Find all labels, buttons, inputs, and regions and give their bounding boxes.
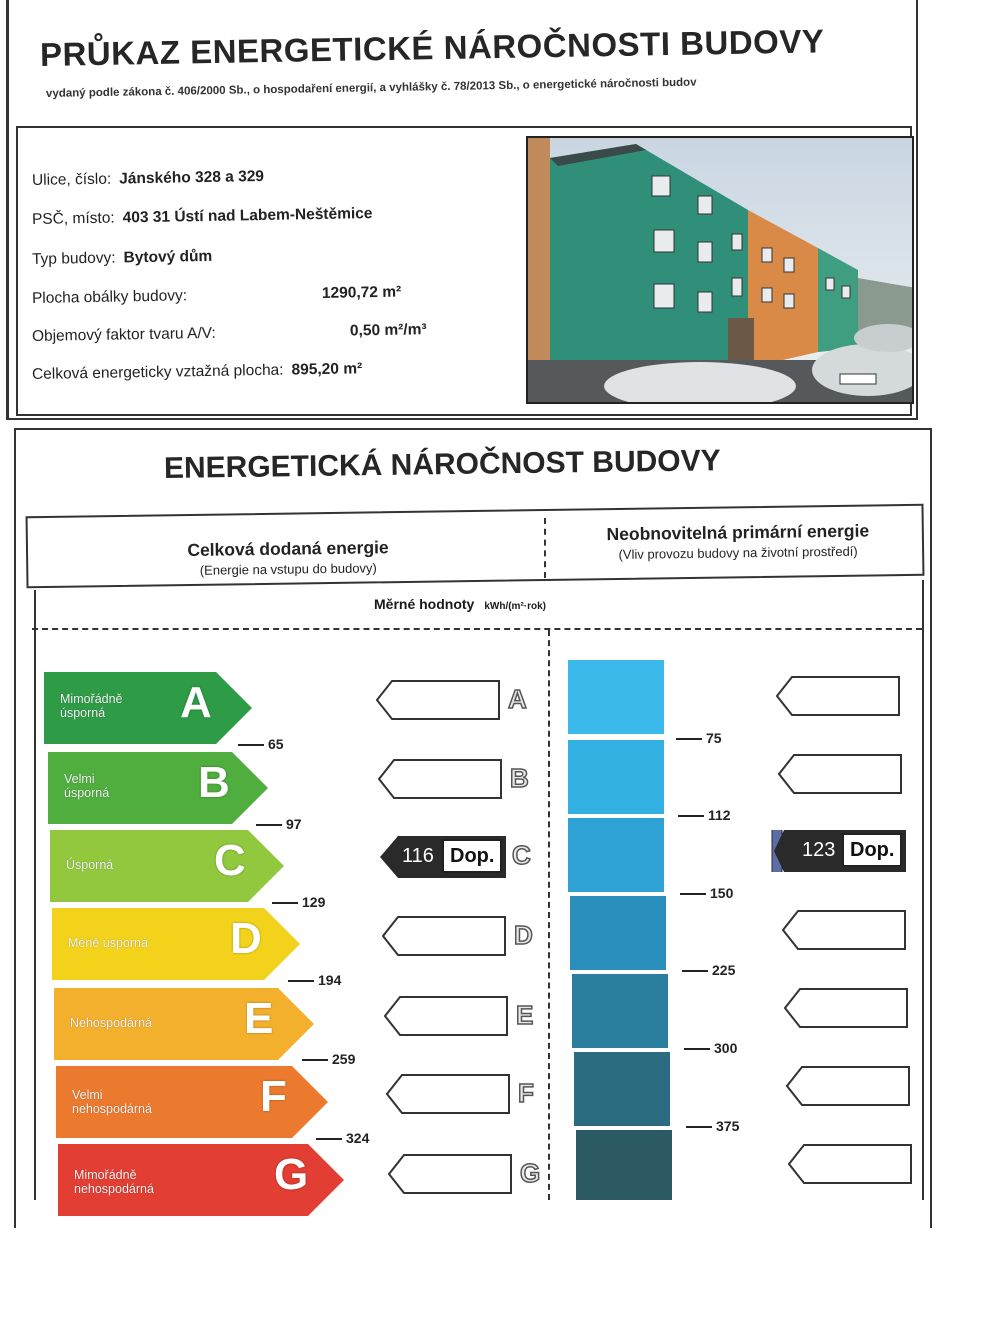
primary-segment-2 [568, 740, 664, 814]
left-box-b-shape [378, 759, 502, 799]
class-limit-c: 129 [272, 894, 325, 910]
right-subheading: (Vliv provozu budovy na životní prostředí) [618, 543, 858, 562]
units-label: Měrné hodnoty [374, 596, 475, 612]
street-label: Ulice, číslo: [31, 170, 112, 189]
class-d-desc-line1: Méně úsporná [68, 936, 148, 950]
class-c-desc-line1: Úsporná [66, 858, 114, 872]
right-box-5-shape [784, 988, 908, 1028]
section-title: ENERGETICKÁ NÁROČNOST BUDOVY [163, 444, 721, 485]
right-marker-tag: Dop. [842, 833, 902, 867]
class-arrow-f [56, 1066, 330, 1138]
left-letter-e: E [516, 1000, 534, 1030]
class-arrow-a [44, 672, 254, 744]
right-box-1 [776, 676, 900, 716]
right-box-1-shape [776, 676, 900, 716]
area-value: 895,20 m² [291, 360, 363, 379]
left-box-b [378, 759, 502, 799]
left-letter-a: A [508, 684, 527, 714]
city-label: PSČ, místo: [31, 209, 115, 228]
primary-limit-3: 150 [680, 885, 733, 901]
class-c-desc [66, 858, 113, 872]
page-title: PRŮKAZ ENERGETICKÉ NÁROČNOSTI BUDOVY [39, 22, 825, 73]
class-arrow-e [54, 988, 316, 1060]
primary-segment-3 [568, 818, 664, 892]
left-box-a-shape [376, 680, 500, 720]
left-column-header [138, 537, 439, 579]
left-heading: Celková dodaná energie [187, 537, 389, 561]
primary-segment-5 [572, 974, 668, 1048]
class-e-desc [70, 1016, 152, 1030]
class-a-desc-line1: Mimořádně [60, 692, 123, 706]
left-letter-g: G [520, 1158, 541, 1188]
left-subheading: (Energie na vstupu do budovy) [199, 560, 377, 578]
left-box-e-shape [384, 996, 508, 1036]
left-box-f-shape [386, 1074, 510, 1114]
primary-limit-4: 225 [682, 962, 735, 978]
left-letter-d: D [514, 920, 533, 950]
class-limit-d: 194 [288, 972, 341, 988]
primary-limit-2: 112 [678, 807, 731, 823]
primary-segment-7 [576, 1130, 672, 1200]
class-b-desc-line1: Velmi [64, 772, 95, 786]
right-box-6-shape [786, 1066, 910, 1106]
right-box-7 [788, 1144, 912, 1184]
units-value: kWh/(m²·rok) [484, 601, 547, 612]
left-box-d-shape [382, 916, 506, 956]
class-f-letter: F [260, 1072, 287, 1121]
building-photo [526, 136, 914, 404]
class-d-desc [68, 936, 148, 950]
primary-limit-5: 300 [684, 1040, 737, 1056]
class-e-desc-line1: Nehospodárná [70, 1016, 153, 1030]
primary-limit-6: 375 [686, 1118, 739, 1134]
class-f-desc [72, 1088, 152, 1116]
class-b-desc [64, 772, 109, 800]
class-a-desc-line2: úsporná [60, 706, 106, 720]
columns-header [26, 504, 925, 589]
right-box-7-shape [788, 1144, 912, 1184]
right-box-2-shape [778, 754, 902, 794]
class-e-letter: E [244, 994, 274, 1043]
left-box-e [384, 996, 508, 1036]
right-box-6 [786, 1066, 910, 1106]
left-box-d [382, 916, 506, 956]
primary-segment-1 [568, 660, 664, 734]
left-letter-c: C [512, 840, 531, 870]
columns-divider [548, 630, 550, 1200]
units-text [374, 596, 546, 612]
class-a-desc [60, 692, 123, 720]
right-marker-value: 123 [802, 839, 836, 861]
class-a-letter: A [180, 678, 212, 727]
city-value: 403 31 Ústí nad Labem-Neštěmice [122, 205, 373, 227]
class-arrow-b [48, 752, 270, 824]
class-b-letter: B [198, 758, 230, 807]
left-value-marker [380, 836, 506, 878]
left-box-f [386, 1074, 510, 1114]
left-box-a [376, 680, 500, 720]
class-c-letter: C [214, 836, 246, 885]
class-f-desc-line1: Velmi [72, 1088, 103, 1102]
right-column-header [568, 520, 908, 563]
primary-segment-6 [574, 1052, 670, 1126]
class-g-desc [74, 1168, 154, 1196]
right-box-4 [782, 910, 906, 950]
right-border [922, 580, 924, 1200]
class-g-letter: G [274, 1150, 309, 1199]
building-photo-image [528, 138, 914, 404]
envelope-label: Plocha obálky budovy: [31, 287, 188, 307]
class-arrow-c [50, 830, 286, 902]
class-g-desc-line1: Mimořádně [74, 1168, 137, 1182]
class-d-letter: D [230, 914, 262, 963]
class-g-desc-line2: nehospodárná [74, 1182, 154, 1196]
class-limit-a: 65 [238, 736, 284, 752]
left-box-g [388, 1154, 512, 1194]
envelope-value: 1290,72 m² [321, 283, 402, 302]
left-letter-b: B [510, 763, 529, 793]
right-value-marker [770, 830, 906, 872]
type-value: Bytový dům [123, 247, 213, 267]
right-box-5 [784, 988, 908, 1028]
primary-limit-1: 75 [676, 730, 722, 746]
left-marker-tag: Dop. [442, 839, 502, 873]
header-divider [544, 518, 546, 578]
class-limit-b: 97 [256, 816, 302, 832]
class-b-desc-line2: úsporná [64, 786, 110, 800]
right-box-4-shape [782, 910, 906, 950]
left-letter-f: F [518, 1078, 534, 1108]
class-limit-e: 259 [302, 1051, 355, 1067]
primary-segment-4 [570, 896, 666, 970]
shape-value: 0,50 m²/m³ [349, 321, 427, 340]
page-subtitle: vydaný podle zákona č. 406/2000 Sb., o hospodaření energií, a vyhlášky č. 78/2013 Sb., o energetické náročnosti budov [45, 76, 697, 100]
type-label: Typ budovy: [31, 249, 116, 268]
class-arrow-g [58, 1144, 346, 1216]
left-marker-value: 116 [402, 845, 434, 867]
area-label: Celková energeticky vztažná plocha: [31, 361, 284, 383]
right-heading: Neobnovitelná primární energie [606, 520, 870, 545]
street-value: Jánského 328 a 329 [119, 167, 265, 188]
class-limit-f: 324 [316, 1130, 369, 1146]
class-arrow-d [52, 908, 302, 980]
class-f-desc-line2: nehospodárná [72, 1102, 152, 1116]
right-box-2 [778, 754, 902, 794]
left-border [34, 590, 36, 1200]
type-row [32, 248, 213, 269]
shape-label: Objemový faktor tvaru A/V: [31, 324, 216, 345]
left-box-g-shape [388, 1154, 512, 1194]
